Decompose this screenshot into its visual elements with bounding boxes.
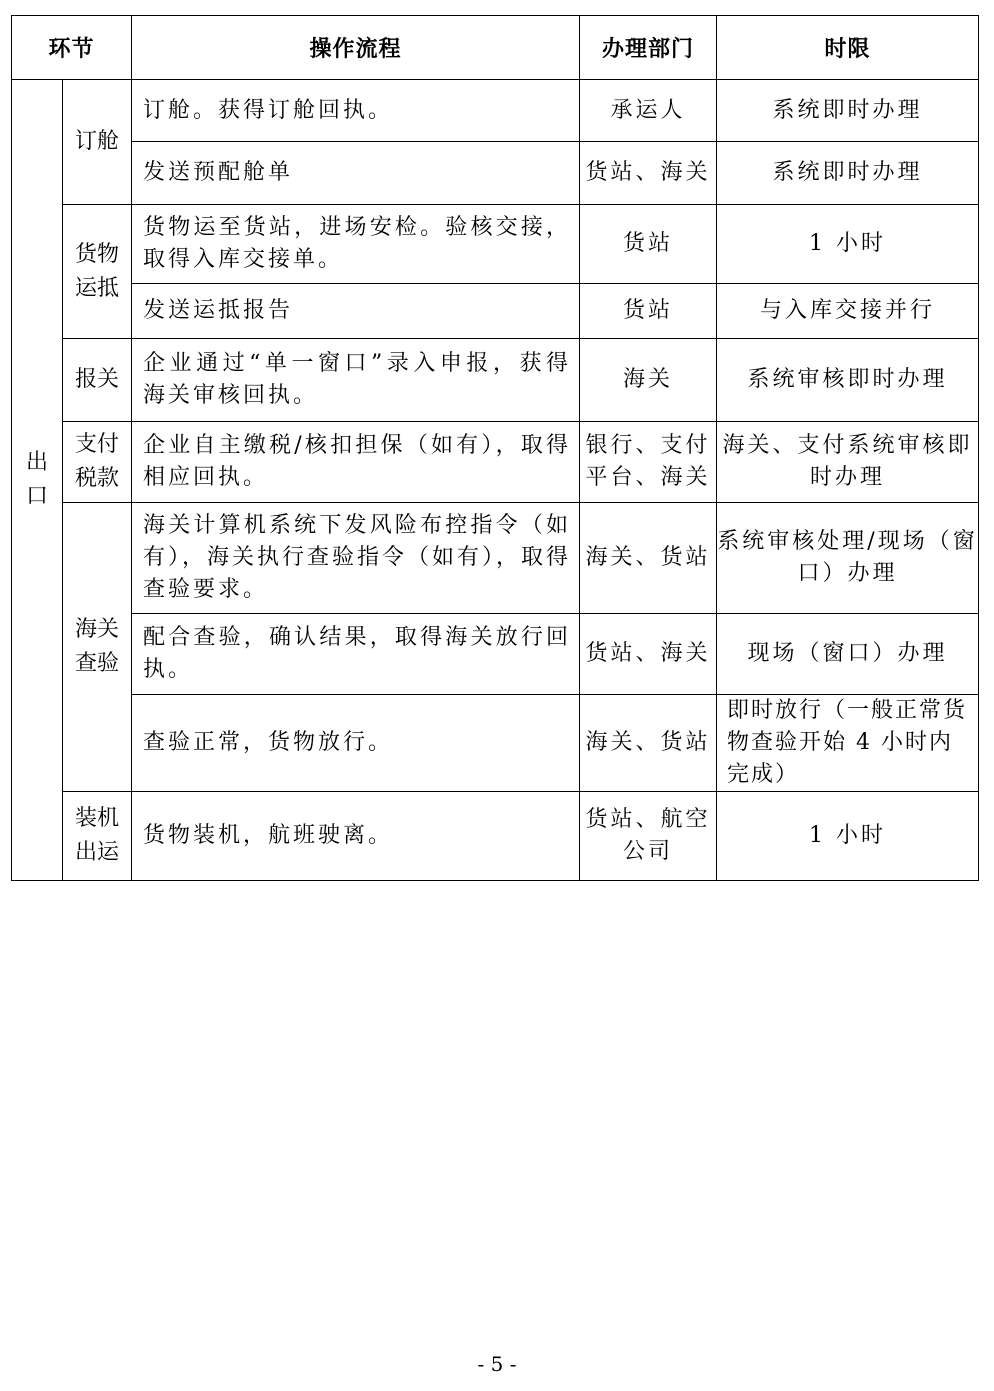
table-row — [12, 695, 979, 792]
table-row — [12, 339, 979, 422]
process-cell: 海关计算机系统下发风险布控指令（如有），海关执行查验指令（如有），取得查验要求。 — [132, 503, 580, 614]
process-cell: 配合查验，确认结果，取得海关放行回执。 — [132, 614, 580, 695]
department-cell: 海关 — [580, 339, 717, 422]
table-row — [12, 792, 979, 881]
table-row — [12, 284, 979, 339]
time-limit-cell: 海关、支付系统审核即时办理 — [717, 422, 979, 503]
department-cell: 货站、航空公司 — [580, 792, 717, 881]
process-cell: 订舱。获得订舱回执。 — [132, 80, 580, 142]
process-cell: 货物运至货站，进场安检。验核交接，取得入库交接单。 — [132, 205, 580, 284]
time-limit-cell: 即时放行（一般正常货物查验开始 4 小时内完成） — [717, 695, 979, 792]
stage-tax-payment: 支付 税款 — [63, 422, 132, 503]
stage-declaration: 报关 — [63, 339, 132, 422]
header-department: 办理部门 — [580, 16, 717, 80]
table-row — [12, 205, 979, 284]
department-cell: 承运人 — [580, 80, 717, 142]
header-time-limit: 时限 — [717, 16, 979, 80]
table-row — [12, 614, 979, 695]
direction-label-export: 出 口 — [12, 80, 63, 881]
department-cell: 海关、货站 — [580, 695, 717, 792]
header-process: 操作流程 — [132, 16, 580, 80]
table-row — [12, 422, 979, 503]
department-cell: 货站 — [580, 205, 717, 284]
stage-customs-inspection: 海关 查验 — [63, 503, 132, 792]
time-limit-cell: 系统审核即时办理 — [717, 339, 979, 422]
time-limit-cell: 1 小时 — [717, 205, 979, 284]
table-row — [12, 503, 979, 614]
time-limit-cell: 1 小时 — [717, 792, 979, 881]
time-limit-cell: 系统审核处理/现场（窗口）办理 — [717, 503, 979, 614]
department-cell: 货站、海关 — [580, 142, 717, 205]
time-limit-cell: 与入库交接并行 — [717, 284, 979, 339]
process-cell: 发送预配舱单 — [132, 142, 580, 205]
process-cell: 查验正常，货物放行。 — [132, 695, 580, 792]
process-cell: 发送运抵报告 — [132, 284, 580, 339]
table-row — [12, 80, 979, 142]
stage-cargo-arrival: 货物 运抵 — [63, 205, 132, 339]
department-cell: 货站、海关 — [580, 614, 717, 695]
page-number: - 5 - — [477, 1352, 517, 1376]
process-cell: 货物装机，航班驶离。 — [132, 792, 580, 881]
process-cell: 企业自主缴税/核扣担保（如有），取得相应回执。 — [132, 422, 580, 503]
department-cell: 海关、货站 — [580, 503, 717, 614]
header-stage: 环节 — [12, 16, 132, 80]
department-cell: 银行、支付平台、海关 — [580, 422, 717, 503]
time-limit-cell: 系统即时办理 — [717, 142, 979, 205]
process-cell: 企业通过“单一窗口”录入申报，获得海关审核回执。 — [132, 339, 580, 422]
table-row — [12, 142, 979, 205]
time-limit-cell: 现场（窗口）办理 — [717, 614, 979, 695]
stage-loading-departure: 装机 出运 — [63, 792, 132, 881]
department-cell: 货站 — [580, 284, 717, 339]
time-limit-cell: 系统即时办理 — [717, 80, 979, 142]
stage-booking: 订舱 — [63, 80, 132, 205]
header-row — [12, 16, 979, 80]
customs-process-table — [11, 15, 979, 881]
